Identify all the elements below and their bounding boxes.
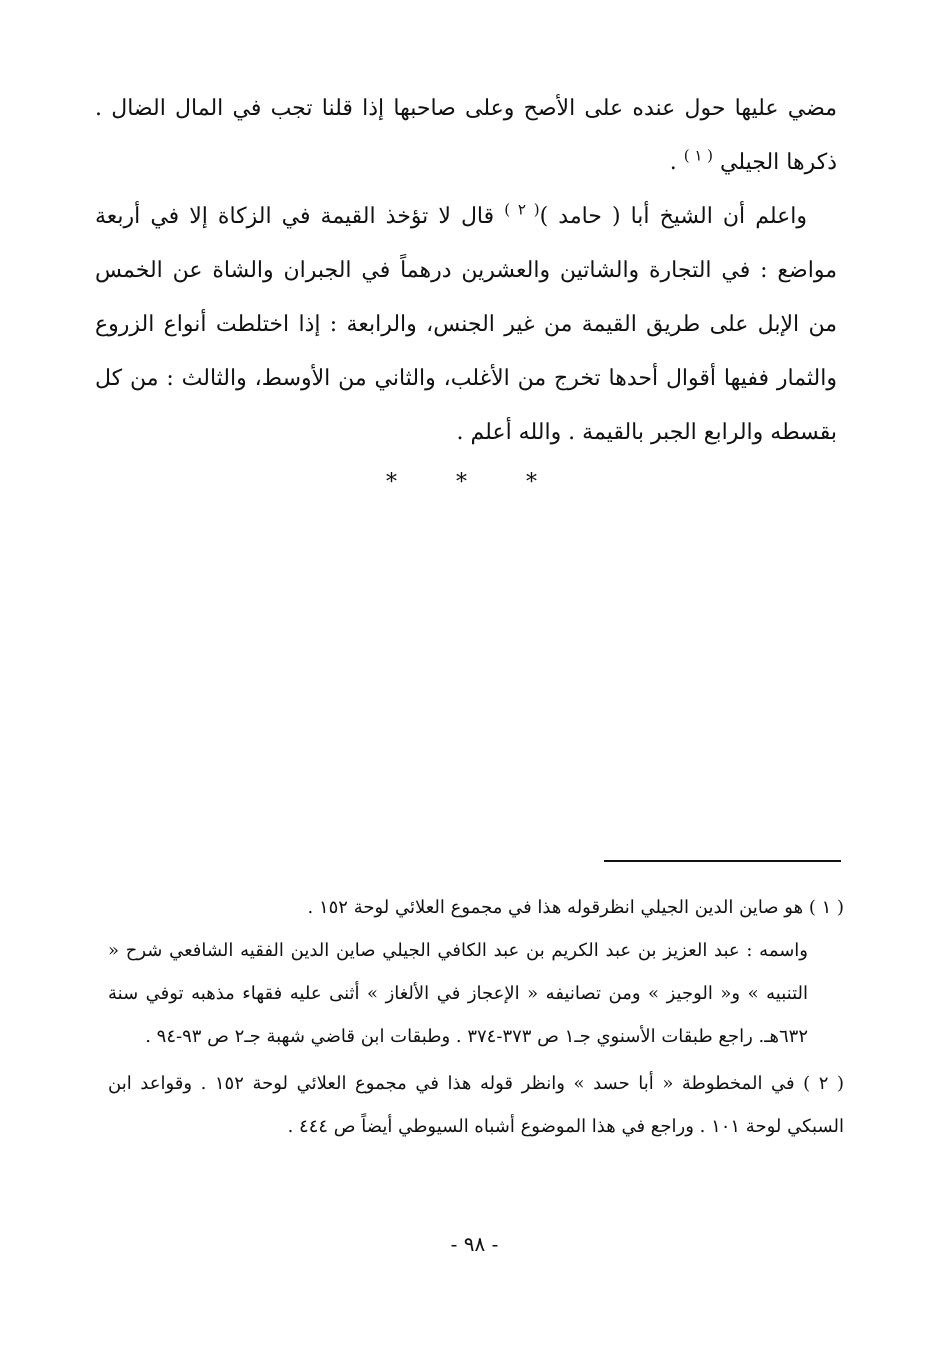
paragraph-2-rest: قال لا تؤخذ القيمة في الزكاة إلا في أربعة مواضع : في التجارة والشاتين والعشرين درهماً في الجبران والشاة عن الخمس من الإبل على طريق القيمة من غير الجنس، والرابعة : إذا اختلطت أنواع الزروع والثمار ففيها أقوال أحدها تخرج من الأغلب، والثاني من الأوسط، والثالث : من كل بقسطه والرابع الجبر بالقيمة . والله أعلم . — [95, 204, 837, 445]
paragraph-2-start: واعلم أن الشيخ أبا ( حامد ) — [539, 204, 807, 229]
paragraph-1-end: . — [669, 150, 677, 175]
paragraph-1-text: مضي عليها حول عنده على الأصح وعلى صاحبها إذا قلنا تجب في المال الضال . ذكرها الجيلي — [95, 96, 837, 175]
footnote-1-main: ( ١ ) هو صاين الدين الجيلي انظرقوله هذا في مجموع العلائي لوحة ١٥٢ . — [307, 897, 844, 918]
footnote-1 — [108, 886, 844, 1058]
footnote-ref-2: ( ٢ ) — [504, 200, 540, 219]
main-text — [95, 82, 837, 460]
footnote-2: ( ٢ ) في المخطوطة « أبا حسد » وانظر قوله هذا في مجموع العلائي لوحة ١٥٢ . وقواعد ابن السبكي لوحة ١٠١ . وراجع في هذا الموضوع أشباه السيوطي أيضاً ص ٤٤٤ . — [108, 1073, 844, 1137]
paragraph-2 — [95, 190, 837, 460]
footnote-rule — [604, 860, 841, 862]
paragraph-1 — [95, 82, 837, 190]
footnote-1-detail: واسمه : عبد العزيز بن عبد الكريم بن عبد الكافي الجيلي صاين الدين الفقيه الشافعي شرح « التنبيه » و« الوجيز » ومن تصانيفه « الإعجاز في الألغاز » أثنى عليه فقهاء مذهبه توفي سنة ٦٣٢هـ. راجع طبقات الأسنوي جـ١ ص ٣٧٣-٣٧٤ . وطبقات ابن قاضي شهبة جـ٢ ص ٩٣-٩٤ . — [108, 940, 808, 1047]
section-separator: * * * — [386, 470, 563, 495]
page-number: - ٩٨ - — [450, 1232, 499, 1256]
footnotes — [108, 886, 844, 1148]
footnote-ref-1: ( ١ ) — [683, 146, 714, 165]
